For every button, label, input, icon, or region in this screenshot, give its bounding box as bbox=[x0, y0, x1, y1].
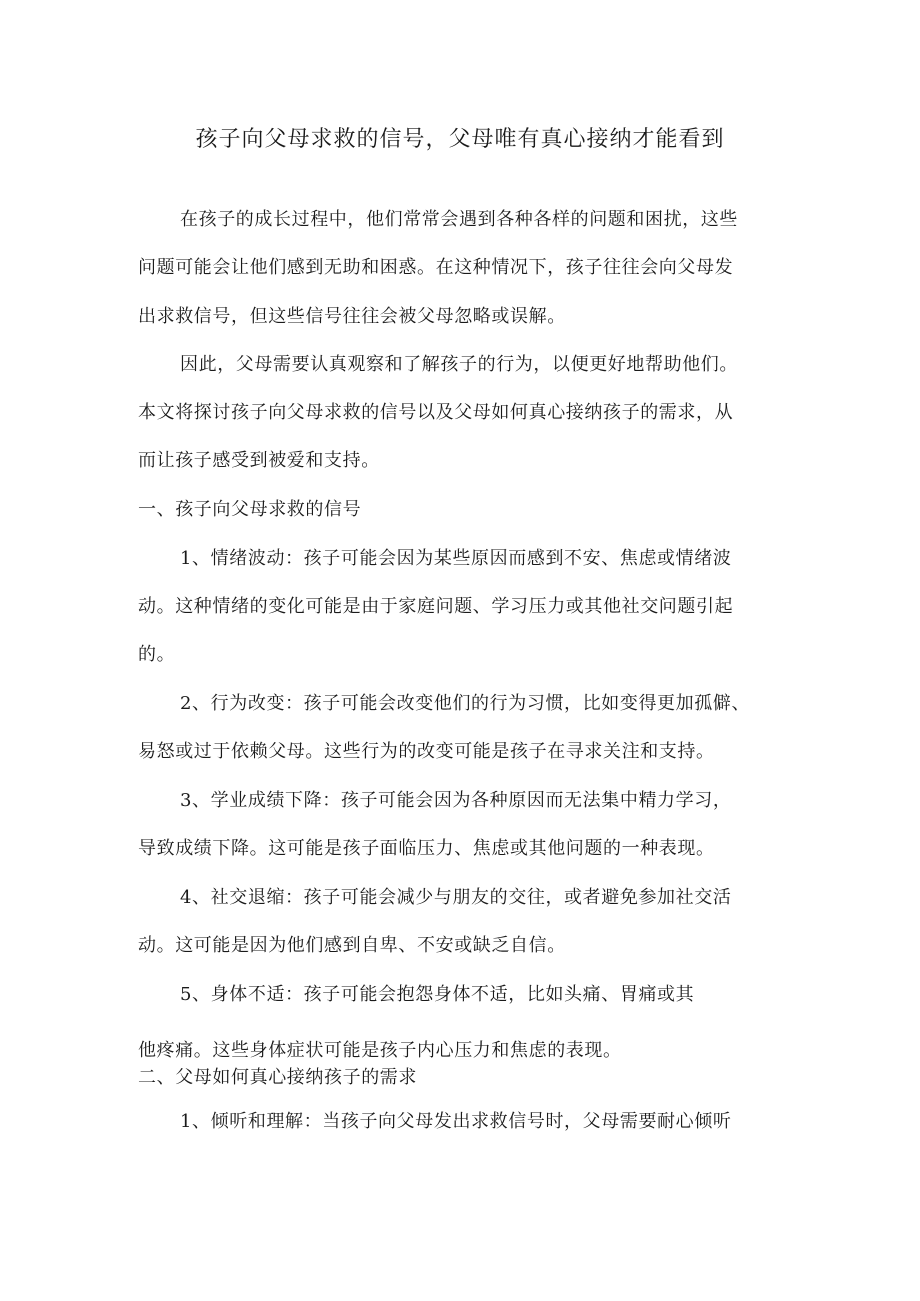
list-item-line: 1、倾听和理解：当孩子向父母发出求救信号时，父母需要耐心倾听 bbox=[180, 1111, 732, 1132]
list-item-line: 导致成绩下降。这可能是孩子面临压力、焦虑或其他问题的一种表现。 bbox=[138, 838, 715, 859]
list-item-line: 4、社交退缩：孩子可能会减少与朋友的交往，或者避免参加社交活 bbox=[180, 887, 732, 908]
paragraph-line: 在孩子的成长过程中，他们常常会遇到各种各样的问题和困扰，这些 bbox=[180, 209, 738, 230]
paragraph-line: 因此，父母需要认真观察和了解孩子的行为，以便更好地帮助他们。 bbox=[180, 354, 738, 375]
list-item-line: 2、行为改变：孩子可能会改变他们的行为习惯，比如变得更加孤僻、 bbox=[180, 693, 751, 714]
document-title: 孩子向父母求救的信号，父母唯有真心接纳才能看到 bbox=[195, 127, 725, 152]
list-item-line: 动。这可能是因为他们感到自卑、不安或缺乏自信。 bbox=[138, 935, 566, 956]
list-item-line: 他疼痛。这些身体症状可能是孩子内心压力和焦虑的表现。 bbox=[138, 1040, 622, 1061]
section-heading: 二、父母如何真心接纳孩子的需求 bbox=[138, 1067, 417, 1088]
list-item-line: 3、学业成绩下降：孩子可能会因为各种原因而无法集中精力学习， bbox=[180, 790, 732, 811]
list-item-line: 的。 bbox=[138, 644, 176, 665]
list-item-line: 动。这种情绪的变化可能是由于家庭问题、学习压力或其他社交问题引起 bbox=[138, 596, 734, 617]
list-item-line: 1、情绪波动：孩子可能会因为某些原因而感到不安、焦虑或情绪波 bbox=[180, 548, 732, 569]
list-item-line: 易怒或过于依赖父母。这些行为的改变可能是孩子在寻求关注和支持。 bbox=[138, 741, 715, 762]
paragraph-line: 问题可能会让他们感到无助和困惑。在这种情况下，孩子往往会向父母发 bbox=[138, 257, 734, 278]
paragraph-line: 本文将探讨孩子向父母求救的信号以及父母如何真心接纳孩子的需求，从 bbox=[138, 402, 734, 423]
list-item-line: 5、身体不适：孩子可能会抱怨身体不适，比如头痛、胃痛或其 bbox=[180, 984, 695, 1005]
paragraph-line: 出求救信号，但这些信号往往会被父母忽略或误解。 bbox=[138, 306, 566, 327]
paragraph-line: 而让孩子感受到被爱和支持。 bbox=[138, 450, 380, 471]
section-heading: 一、孩子向父母求救的信号 bbox=[138, 499, 362, 520]
